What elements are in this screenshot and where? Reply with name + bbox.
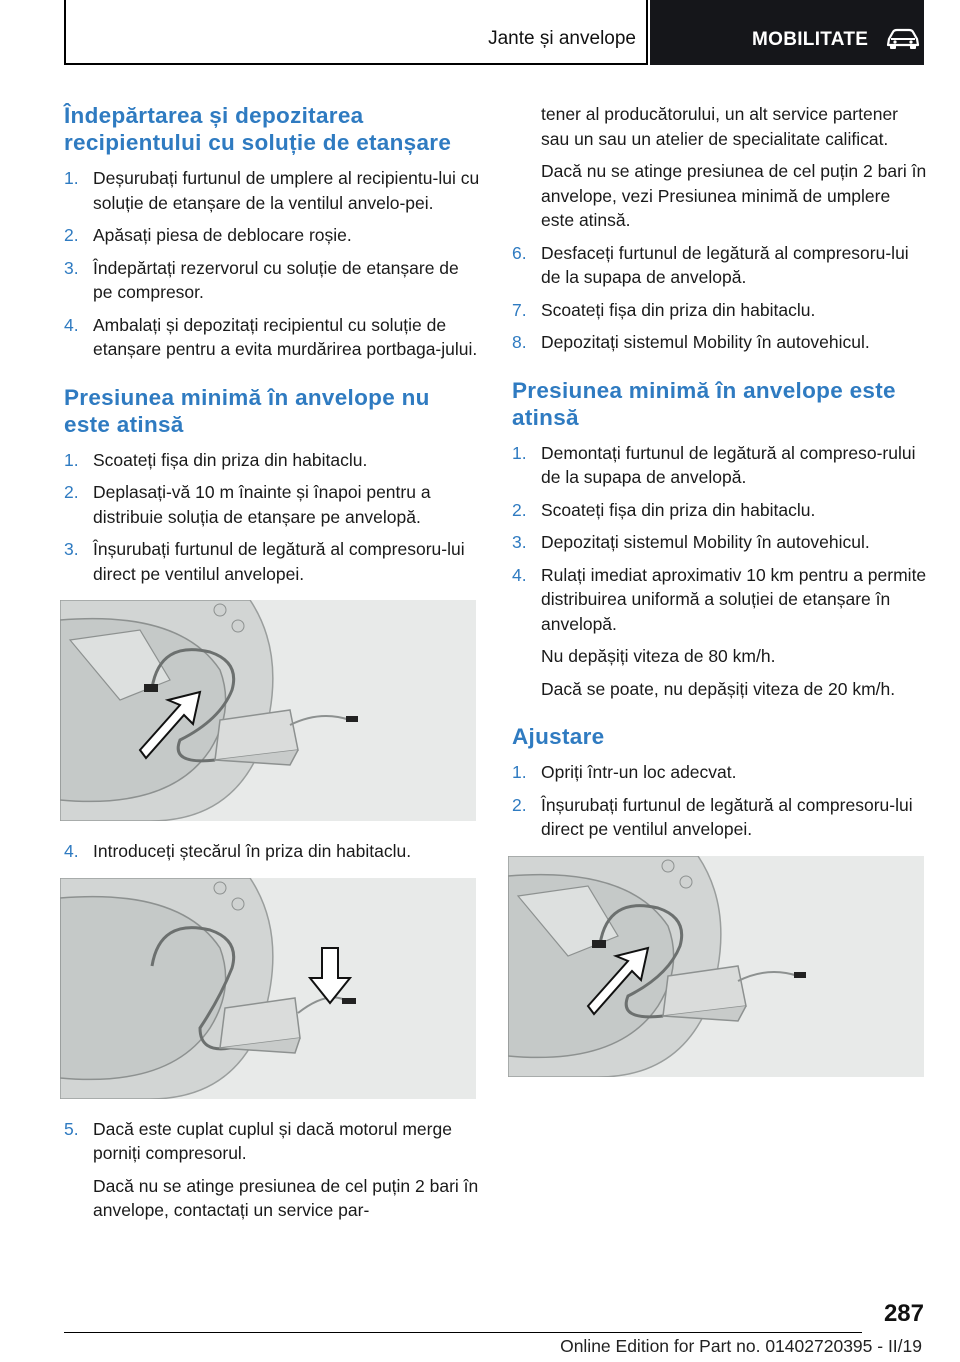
list-item (512, 441, 928, 490)
car-icon (886, 28, 920, 50)
list-item (512, 241, 928, 290)
step-text: Înșurubați furtunul de legătură al compresoru-lui direct pe ventilul anvelopei. (93, 539, 465, 584)
step-text: Scoateți fișa din priza din habitaclu. (541, 499, 816, 520)
step-number: 2. (512, 794, 527, 815)
step-text: Depozitați sistemul Mobility în autovehicul. (541, 332, 870, 352)
illustration-hose-on-valve-2 (508, 856, 924, 1077)
footer-rule (64, 1332, 862, 1333)
paragraph: tener al producătorului, un alt service partener sau un sau un atelier de specialitate calificat. (541, 104, 899, 149)
step-number: 1. (64, 168, 79, 188)
paragraph: Dacă nu se atinge presiunea de cel puțin 2 bari în anvelope, contactați un service par- (93, 1175, 479, 1220)
list-item (512, 530, 928, 555)
list-item (64, 537, 480, 586)
list-item (64, 448, 480, 473)
step-number: 8. (512, 332, 527, 352)
list-item (64, 480, 480, 529)
illustration-hose-on-valve (60, 600, 476, 821)
right-column (512, 102, 928, 1095)
step-text: Deșurubați furtunul de umplere al recipientu-lui cu soluție de etanșare de la ventilul anvelo-pei. (93, 168, 480, 213)
paragraph: Dacă se poate, nu depășiți viteza de 20 km/h. (541, 678, 896, 699)
list-item (512, 498, 928, 523)
step-number: 3. (64, 539, 79, 559)
step-number: 4. (64, 314, 79, 335)
step-number: 4. (512, 564, 527, 585)
list-item (64, 1117, 480, 1166)
illustration-plug-socket (60, 878, 476, 1099)
step-number: 2. (64, 225, 79, 245)
list-item (512, 563, 928, 637)
step-text: Scoateți fișa din priza din habitaclu. (93, 449, 368, 470)
list-item (512, 793, 928, 842)
header-underline (64, 63, 648, 65)
step-number: 3. (512, 532, 527, 552)
step-number: 2. (64, 482, 79, 502)
step-number: 2. (512, 499, 527, 520)
step-text: Scoateți fișa din priza din habitaclu. (541, 299, 816, 320)
step-text: Îndepărtați rezervorul cu soluție de etanșare de pe compresor. (93, 257, 459, 302)
step-text: Desfaceți furtunul de legătură al compresoru-lui de la supapa de anvelopă. (541, 242, 909, 287)
page-header (64, 0, 924, 64)
heading-min-pressure-not-reached: Presiunea minimă în anvelope nu este atinsă (64, 384, 430, 437)
left-column (64, 102, 480, 1231)
step-number: 1. (64, 449, 79, 470)
step-text: Opriți într-un loc adecvat. (541, 762, 737, 782)
step-number: 3. (64, 257, 79, 278)
heading-min-pressure-reached: Presiunea minimă în anvelope este atinsă (512, 377, 896, 430)
heading-remove-sealant: Îndepărtarea și depozitarea recipientului cu soluție de etanșare (64, 103, 452, 155)
page-number: 287 (883, 1300, 924, 1327)
step-number: 5. (64, 1118, 79, 1139)
step-number: 1. (512, 762, 527, 782)
step-number: 7. (512, 299, 527, 320)
step-text: Demontați furtunul de legătură al compreso-rului de la supapa de anvelopă. (541, 442, 916, 487)
edition-footer: Online Edition for Part no. 01402720395 - II/19 (560, 1336, 922, 1356)
list-item (64, 839, 480, 864)
step-text: Înșurubați furtunul de legătură al compresoru-lui direct pe ventilul anvelopei. (541, 794, 913, 839)
header-right-rule (646, 0, 648, 65)
paragraph: Nu depășiți viteza de 80 km/h. (541, 646, 776, 666)
list-item (64, 223, 480, 248)
step-text: Rulați imediat aproximativ 10 km pentru a permite distribuirea uniformă a soluției de etanșare în anvelopă. (541, 564, 927, 634)
list-item (512, 298, 928, 323)
heading-adjustment: Ajustare (512, 724, 605, 749)
list-item (64, 256, 480, 305)
paragraph: Dacă nu se atinge presiunea de cel puțin 2 bari în anvelope, vezi Presiunea minimă de umplere este atinsă. (541, 161, 927, 230)
step-text: Apăsați piesa de deblocare roșie. (93, 225, 352, 245)
step-text: Deplasați-vă 10 m înainte și înapoi pentru a distribuie soluția de etanșare pe anvelopă. (93, 482, 431, 527)
step-number: 4. (64, 841, 79, 861)
chapter-title: MOBILITATE (752, 29, 869, 50)
step-number: 1. (512, 442, 527, 463)
step-text: Depozitați sistemul Mobility în autovehicul. (541, 532, 870, 552)
step-text: Introduceți ștecărul în priza din habitaclu. (93, 841, 412, 861)
section-title: Jante și anvelope (488, 28, 636, 49)
step-number: 6. (512, 242, 527, 263)
step-text: Ambalați și depozitați recipientul cu soluție de etanșare pentru a evita murdărirea portbaga-jului. (93, 314, 478, 359)
list-item (64, 166, 480, 215)
step-text: Dacă este cuplat cuplul și dacă motorul merge porniți compresorul. (93, 1118, 452, 1163)
chapter-badge (650, 0, 924, 65)
list-item (512, 330, 928, 355)
list-item (512, 760, 928, 785)
list-item (64, 313, 480, 362)
